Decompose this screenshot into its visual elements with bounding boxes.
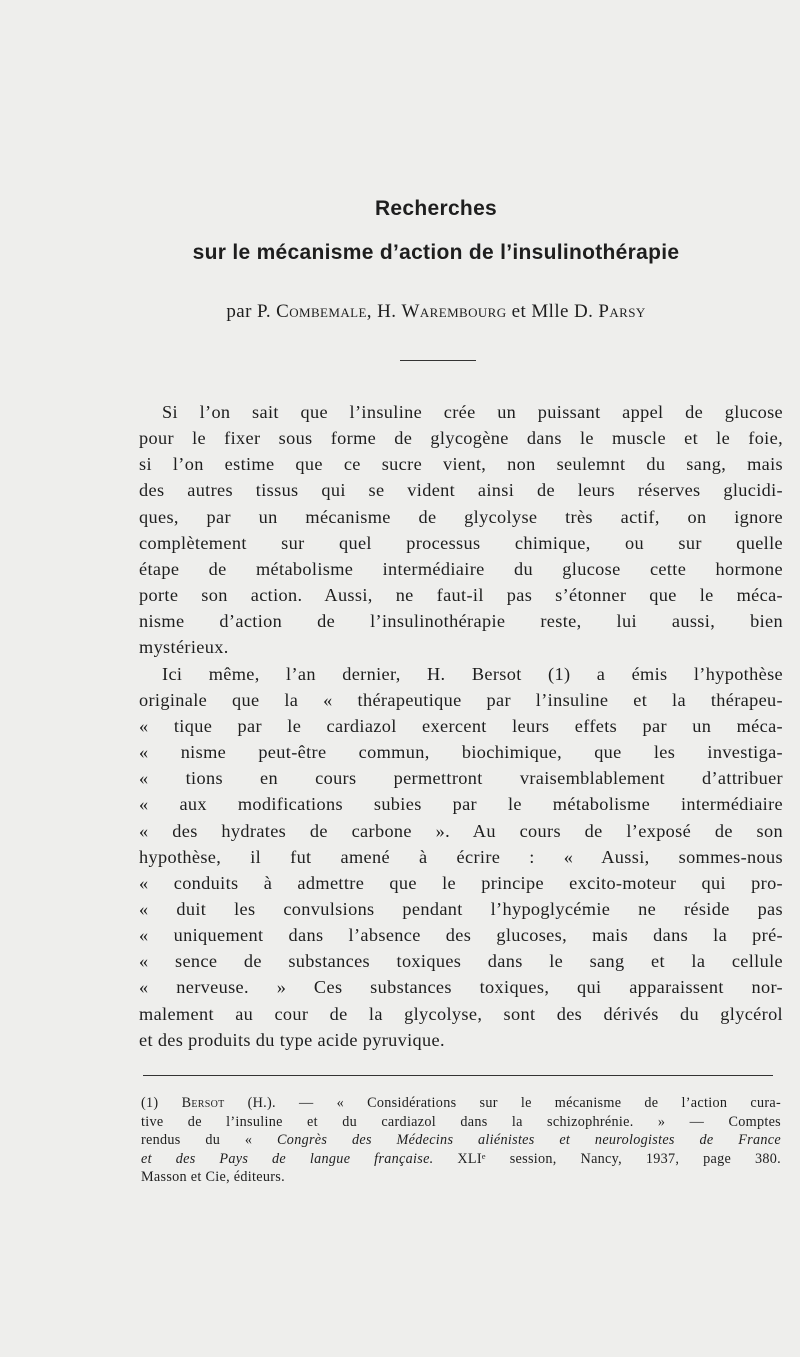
text-line: Ici même, l’an dernier, H. Bersot (1) a émis l’hypothèse: [162, 663, 783, 684]
author-combemale: Combemale: [276, 301, 367, 322]
footnote-line: [141, 1131, 781, 1150]
article-title-line1: Recherches: [374, 197, 498, 220]
text-line: « aux modifications subies par le métabolisme intermédiaire: [139, 794, 783, 815]
text-line: porte son action. Aussi, ne faut-il pas s’étonner que le méca-: [139, 585, 783, 606]
text-line: malement au cour de la glycolyse, sont des dérivés du glycérol: [139, 1003, 783, 1024]
text-line: Si l’on sait que l’insuline crée un puissant appel de glucose: [162, 402, 783, 422]
body-text: [139, 399, 783, 1053]
text-line: étape de métabolisme intermédiaire du glucose cette hormone: [139, 558, 783, 579]
footnote-text: (H.). — « Considérations sur le mécanisme de l’action cura-: [224, 1095, 781, 1111]
text-line: et des produits du type acide pyruvique.: [139, 1029, 445, 1050]
author-prefix: par P.: [226, 301, 271, 322]
text-line: ques, par un mécanisme de glycolyse très actif, on ignore: [139, 506, 783, 527]
footnote-line: [141, 1094, 781, 1113]
text-line: « tique par le cardiazol exercent leurs effets par un méca-: [139, 715, 783, 736]
text-line: « uniquement dans l’absence des glucoses, mais dans la pré-: [139, 925, 783, 946]
text-line: « nerveuse. » Ces substances toxiques, qui apparaissent nor-: [139, 977, 783, 998]
text-line: « sence de substances toxiques dans le sang et la cellule: [139, 951, 783, 972]
footnote-divider: [143, 1075, 773, 1076]
article-title-line2: sur le mécanisme d’action de l’insulinothérapie: [192, 241, 680, 264]
text-line: pour le fixer sous forme de glycogène dans le muscle et le foie,: [139, 428, 783, 449]
text-line: complètement sur quel processus chimique, ou sur quelle: [139, 532, 783, 553]
author-parsy: Parsy: [598, 301, 646, 322]
text-line: hypothèse, il fut amené à écrire : « Aussi, sommes-nous: [139, 846, 783, 867]
author-separator: , H.: [366, 301, 397, 322]
footnote-line: tive de l’insuline et du cardiazol dans la schizophrénie. » — Comptes: [141, 1113, 781, 1130]
footnote-italic-text: et des Pays de langue française.: [141, 1150, 434, 1167]
footnote-author: Bersot: [181, 1095, 225, 1111]
text-line: originale que la « thérapeutique par l’insuline et la thérapeu-: [139, 689, 783, 710]
title-divider: [400, 360, 476, 361]
text-line: « des hydrates de carbone ». Au cours de l’exposé de son: [139, 820, 783, 841]
text-line: des autres tissus qui se vident ainsi de leurs réserves glucidi-: [139, 480, 783, 501]
footnote-line: [141, 1150, 781, 1169]
text-line: « duit les convulsions pendant l’hypoglycémie ne réside pas: [139, 898, 783, 919]
footnote-text: rendus du «: [141, 1132, 278, 1149]
text-line: « tions en cours permettront vraisemblablement d’attribuer: [139, 768, 783, 789]
footnote-text: XLIᵉ session, Nancy, 1937, page 380.: [433, 1150, 782, 1167]
footnote: [141, 1094, 781, 1187]
text-line: mystérieux.: [139, 637, 229, 658]
author-warembourg: Warembourg: [401, 301, 507, 322]
text-line: « conduits à admettre que le principe excito-moteur qui pro-: [139, 872, 783, 893]
text-line: nisme d’action de l’insulinothérapie reste, lui aussi, bien: [139, 611, 783, 632]
footnote-italic-text: Congrès des Médecins aliénistes et neurologistes de France: [277, 1132, 781, 1149]
text-line: si l’on estime que ce sucre vient, non seulemnt du sang, mais: [139, 454, 783, 475]
footnote-number: (1): [141, 1095, 159, 1111]
author-line: [0, 301, 800, 323]
footnote-line: Masson et Cie, éditeurs.: [141, 1169, 285, 1186]
text-line: « nisme peut-être commun, biochimique, que les investiga-: [139, 742, 783, 763]
author-separator: et Mlle D.: [506, 301, 594, 322]
